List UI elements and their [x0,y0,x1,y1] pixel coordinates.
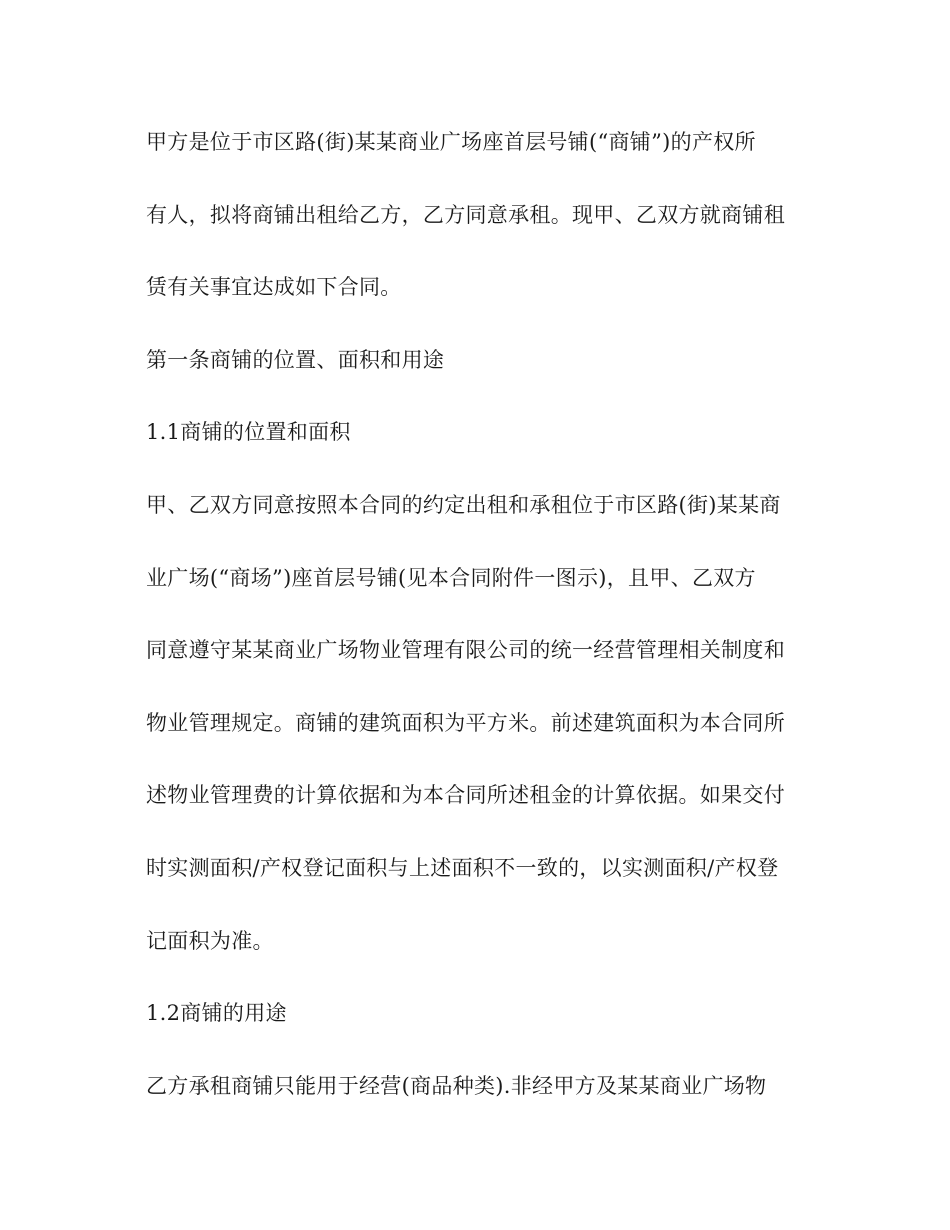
paragraph-line: 物业管理规定。商铺的建筑面积为平方米。前述建筑面积为本合同所 [146,710,785,735]
paragraph-line: 时实测面积/产权登记面积与上述面积不一致的，以实测面积/产权登 [146,855,779,880]
section-heading: 第一条商铺的位置、面积和用途 [146,347,445,372]
paragraph-line: 有人，拟将商铺出租给乙方，乙方同意承租。现甲、乙双方就商铺租 [146,202,785,227]
paragraph-line: 甲、乙双方同意按照本合同的约定出租和承租位于市区路(街)某某商 [146,492,781,517]
document-body [146,120,806,1136]
paragraph-line: 记面积为准。 [146,928,274,953]
paragraph-line: 业广场(“商场”)座首层号铺(见本合同附件一图示)，且甲、乙双方 [146,565,756,590]
paragraph-line: 乙方承租商铺只能用于经营(商品种类).非经甲方及某某商业广场物 [146,1073,767,1098]
paragraph-line: 赁有关事宜达成如下合同。 [146,275,402,300]
paragraph-line: 同意遵守某某商业广场物业管理有限公司的统一经营管理相关制度和 [146,638,785,663]
paragraph-line: 述物业管理费的计算依据和为本合同所述租金的计算依据。如果交付 [146,783,785,808]
subsection-heading: 1.2商铺的用途 [146,1001,287,1026]
paragraph-line: 甲方是位于市区路(街)某某商业广场座首层号铺(“商铺”)的产权所 [146,130,756,154]
subsection-heading: 1.1商铺的位置和面积 [146,420,351,445]
